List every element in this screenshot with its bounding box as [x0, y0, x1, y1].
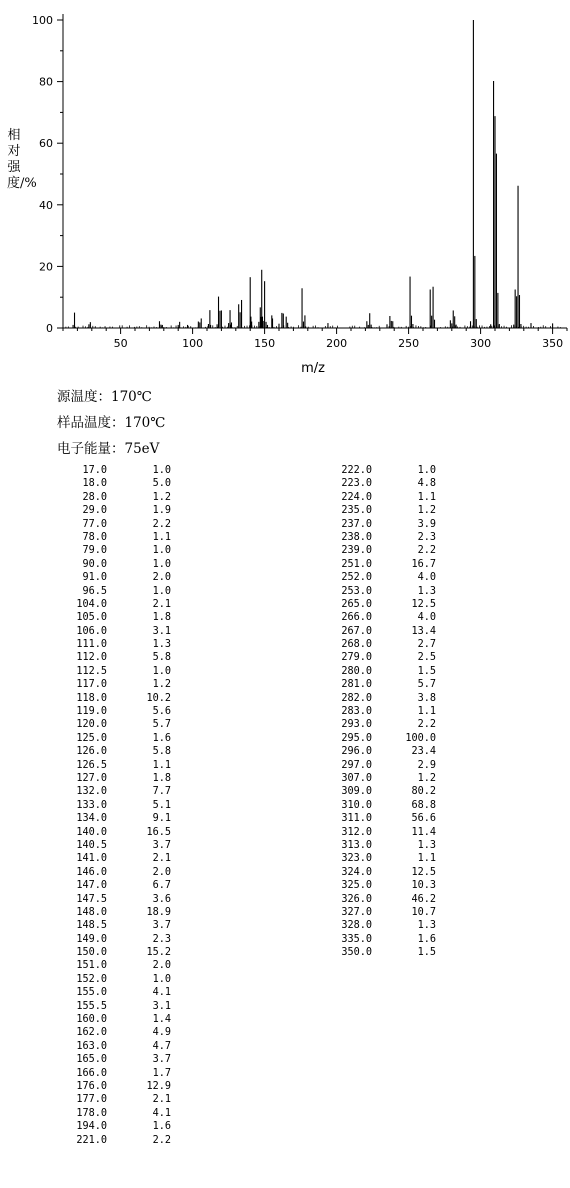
mz-value: 120.0 — [76, 719, 107, 731]
mz-value: 126.0 — [76, 746, 107, 758]
intensity-value: 3.8 — [417, 692, 436, 704]
intensity-value: 5.8 — [152, 746, 171, 758]
mz-value: 140.5 — [76, 839, 107, 851]
mz-value: 162.0 — [76, 1027, 107, 1039]
mz-value: 29.0 — [82, 505, 107, 517]
mz-value: 268.0 — [341, 639, 372, 651]
intensity-value: 10.3 — [411, 880, 436, 892]
mz-value: 155.5 — [76, 1000, 107, 1012]
mz-value: 112.0 — [76, 652, 107, 664]
intensity-value: 2.3 — [152, 933, 171, 945]
intensity-value: 2.5 — [417, 652, 436, 664]
intensity-value: 12.5 — [411, 866, 436, 878]
mz-value: 163.0 — [76, 1040, 107, 1052]
mz-value: 155.0 — [76, 987, 107, 999]
intensity-value: 1.8 — [152, 772, 171, 784]
intensity-value: 5.0 — [152, 478, 171, 490]
intensity-value: 2.0 — [152, 866, 171, 878]
mz-value: 297.0 — [341, 759, 372, 771]
mz-value: 111.0 — [76, 639, 107, 651]
mz-value: 222.0 — [341, 465, 372, 476]
mz-value: 235.0 — [341, 505, 372, 517]
intensity-value: 3.9 — [417, 518, 436, 530]
intensity-value: 80.2 — [411, 786, 436, 798]
intensity-value: 4.7 — [152, 1040, 171, 1052]
intensity-value: 1.2 — [152, 679, 171, 691]
mz-value: 267.0 — [341, 625, 372, 637]
intensity-value: 4.0 — [417, 572, 436, 584]
intensity-value: 1.7 — [152, 1067, 171, 1079]
intensity-value: 1.9 — [152, 505, 171, 517]
mz-value: 147.5 — [76, 893, 107, 905]
mz-value: 105.0 — [76, 612, 107, 624]
mz-value: 160.0 — [76, 1014, 107, 1026]
intensity-value: 1.5 — [417, 665, 436, 677]
intensity-value: 1.0 — [152, 545, 171, 557]
intensity-value: 2.1 — [152, 598, 171, 610]
mz-value: 166.0 — [76, 1067, 107, 1079]
mz-value: 106.0 — [76, 625, 107, 637]
mz-value: 293.0 — [341, 719, 372, 731]
intensity-value: 5.8 — [152, 652, 171, 664]
x-tick-label: 150 — [254, 337, 276, 350]
mz-value: 310.0 — [341, 799, 372, 811]
intensity-value: 10.7 — [411, 906, 436, 918]
intensity-value: 3.6 — [152, 893, 171, 905]
intensity-value: 1.0 — [152, 665, 171, 677]
intensity-value: 15.2 — [146, 947, 171, 959]
intensity-value: 4.1 — [152, 1107, 171, 1119]
intensity-value: 3.1 — [152, 1000, 171, 1012]
intensity-value: 3.7 — [152, 839, 171, 851]
intensity-value: 1.6 — [417, 933, 436, 945]
x-tick-label: 300 — [470, 337, 492, 350]
intensity-value: 4.0 — [417, 612, 436, 624]
intensity-value: 1.6 — [152, 732, 171, 744]
mz-value: 18.0 — [82, 478, 107, 490]
intensity-value: 2.1 — [152, 853, 171, 865]
intensity-value: 23.4 — [411, 746, 436, 758]
intensity-value: 1.3 — [417, 585, 436, 597]
mz-value: 328.0 — [341, 920, 372, 932]
mz-value: 282.0 — [341, 692, 372, 704]
intensity-value: 2.9 — [417, 759, 436, 771]
x-tick-label: 50 — [113, 337, 128, 350]
intensity-value: 2.2 — [152, 1134, 171, 1146]
x-tick-label: 250 — [398, 337, 420, 350]
intensity-value: 11.4 — [411, 826, 436, 838]
mz-value: 251.0 — [341, 558, 372, 570]
intensity-value: 1.0 — [152, 558, 171, 570]
intensity-value: 1.1 — [152, 531, 171, 543]
intensity-value: 1.8 — [152, 612, 171, 624]
mz-value: 134.0 — [76, 813, 107, 825]
intensity-value: 7.7 — [152, 786, 171, 798]
mz-value: 312.0 — [341, 826, 372, 838]
mz-value: 127.0 — [76, 772, 107, 784]
electron-energy: 电子能量：75eV — [57, 441, 160, 457]
intensity-value: 2.7 — [417, 639, 436, 651]
intensity-value: 1.0 — [417, 465, 436, 476]
mz-value: 350.0 — [341, 947, 372, 959]
intensity-value: 2.2 — [417, 719, 436, 731]
intensity-value: 10.2 — [146, 692, 171, 704]
mz-value: 238.0 — [341, 531, 372, 543]
intensity-value: 16.7 — [411, 558, 436, 570]
mz-value: 224.0 — [341, 491, 372, 503]
y-tick-label: 20 — [39, 260, 53, 274]
intensity-value: 1.1 — [417, 491, 436, 503]
intensity-value: 1.1 — [152, 759, 171, 771]
mz-value: 141.0 — [76, 853, 107, 865]
intensity-value: 2.2 — [417, 545, 436, 557]
x-axis-label: m/z — [301, 361, 325, 376]
intensity-value: 2.3 — [417, 531, 436, 543]
mz-value: 125.0 — [76, 732, 107, 744]
mz-value: 265.0 — [341, 598, 372, 610]
intensity-value: 68.8 — [411, 799, 436, 811]
intensity-value: 2.1 — [152, 1094, 171, 1106]
y-axis-label: 相对强度/% — [7, 128, 37, 191]
mz-value: 152.0 — [76, 973, 107, 985]
intensity-value: 6.7 — [152, 880, 171, 892]
intensity-value: 5.1 — [152, 799, 171, 811]
sample-temperature: 样品温度：170℃ — [57, 415, 166, 431]
intensity-value: 5.6 — [152, 706, 171, 718]
mz-value: 223.0 — [341, 478, 372, 490]
mz-value: 147.0 — [76, 880, 107, 892]
mz-value: 324.0 — [341, 866, 372, 878]
mz-value: 96.5 — [82, 585, 107, 597]
intensity-value: 100.0 — [405, 732, 436, 744]
mz-value: 307.0 — [341, 772, 372, 784]
mz-value: 90.0 — [82, 558, 107, 570]
mz-value: 325.0 — [341, 880, 372, 892]
mz-value: 112.5 — [76, 665, 107, 677]
intensity-value: 1.3 — [152, 639, 171, 651]
y-tick-label: 80 — [39, 75, 53, 89]
intensity-value: 46.2 — [411, 893, 436, 905]
intensity-value: 1.2 — [152, 491, 171, 503]
mz-value: 327.0 — [341, 906, 372, 918]
y-tick-label: 40 — [39, 198, 53, 212]
x-tick-label: 200 — [326, 337, 348, 350]
mz-value: 253.0 — [341, 585, 372, 597]
axis-ticks — [32, 14, 567, 350]
mz-value: 252.0 — [341, 572, 372, 584]
intensity-value: 1.0 — [152, 465, 171, 476]
mz-value: 221.0 — [76, 1134, 107, 1146]
intensity-value: 4.1 — [152, 987, 171, 999]
mz-value: 311.0 — [341, 813, 372, 825]
mz-value: 146.0 — [76, 866, 107, 878]
intensity-value: 5.7 — [152, 719, 171, 731]
mass-spectrum-chart — [0, 0, 570, 380]
intensity-value: 3.7 — [152, 920, 171, 932]
mz-value: 28.0 — [82, 491, 107, 503]
mz-value: 91.0 — [82, 572, 107, 584]
mz-value: 118.0 — [76, 692, 107, 704]
intensity-value: 2.2 — [152, 518, 171, 530]
mz-value: 104.0 — [76, 598, 107, 610]
intensity-value: 1.2 — [417, 505, 436, 517]
mz-value: 237.0 — [341, 518, 372, 530]
mz-value: 77.0 — [82, 518, 107, 530]
mz-value: 126.5 — [76, 759, 107, 771]
intensity-value: 1.3 — [417, 839, 436, 851]
mz-value: 279.0 — [341, 652, 372, 664]
intensity-value: 1.2 — [417, 772, 436, 784]
mz-value: 323.0 — [341, 853, 372, 865]
intensity-value: 1.5 — [417, 947, 436, 959]
intensity-value: 2.0 — [152, 960, 171, 972]
y-tick-label: 0 — [46, 322, 53, 335]
intensity-value: 1.6 — [152, 1121, 171, 1133]
intensity-value: 12.5 — [411, 598, 436, 610]
intensity-value: 1.4 — [152, 1014, 171, 1026]
mz-value: 309.0 — [341, 786, 372, 798]
mz-value: 178.0 — [76, 1107, 107, 1119]
mz-value: 133.0 — [76, 799, 107, 811]
mz-value: 194.0 — [76, 1121, 107, 1133]
mz-value: 132.0 — [76, 786, 107, 798]
mz-value: 151.0 — [76, 960, 107, 972]
mz-value: 119.0 — [76, 706, 107, 718]
mz-value: 78.0 — [82, 531, 107, 543]
intensity-value: 2.0 — [152, 572, 171, 584]
mz-value: 140.0 — [76, 826, 107, 838]
mz-value: 148.0 — [76, 906, 107, 918]
mz-value: 148.5 — [76, 920, 107, 932]
mz-value: 335.0 — [341, 933, 372, 945]
mz-value: 313.0 — [341, 839, 372, 851]
mz-value: 281.0 — [341, 679, 372, 691]
mz-value: 150.0 — [76, 947, 107, 959]
mz-value: 149.0 — [76, 933, 107, 945]
intensity-value: 16.5 — [146, 826, 171, 838]
mz-value: 326.0 — [341, 893, 372, 905]
mz-value: 295.0 — [341, 732, 372, 744]
mz-value: 17.0 — [82, 465, 107, 476]
mz-value: 177.0 — [76, 1094, 107, 1106]
x-tick-label: 100 — [182, 337, 204, 350]
mz-value: 266.0 — [341, 612, 372, 624]
intensity-value: 1.0 — [152, 973, 171, 985]
intensity-value: 4.8 — [417, 478, 436, 490]
intensity-value: 56.6 — [411, 813, 436, 825]
chart-axes — [63, 14, 567, 328]
intensity-value: 1.1 — [417, 706, 436, 718]
mz-value: 280.0 — [341, 665, 372, 677]
y-tick-label: 100 — [32, 14, 53, 27]
intensity-value: 4.9 — [152, 1027, 171, 1039]
intensity-value: 9.1 — [152, 813, 171, 825]
mz-value: 296.0 — [341, 746, 372, 758]
y-tick-label: 60 — [39, 137, 53, 151]
intensity-value: 13.4 — [411, 625, 436, 637]
mz-value: 165.0 — [76, 1054, 107, 1066]
intensity-value: 1.1 — [417, 853, 436, 865]
intensity-value: 12.9 — [146, 1080, 171, 1092]
peak-bars — [73, 20, 553, 328]
mz-value: 176.0 — [76, 1080, 107, 1092]
intensity-value: 3.7 — [152, 1054, 171, 1066]
intensity-value: 3.1 — [152, 625, 171, 637]
x-tick-label: 350 — [542, 337, 564, 350]
mz-value: 283.0 — [341, 706, 372, 718]
intensity-value: 5.7 — [417, 679, 436, 691]
intensity-value: 18.9 — [146, 906, 171, 918]
source-temperature: 源温度：170℃ — [57, 389, 152, 405]
mz-value: 117.0 — [76, 679, 107, 691]
mz-value: 79.0 — [82, 545, 107, 557]
intensity-value: 1.3 — [417, 920, 436, 932]
mz-value: 239.0 — [341, 545, 372, 557]
intensity-value: 1.0 — [152, 585, 171, 597]
